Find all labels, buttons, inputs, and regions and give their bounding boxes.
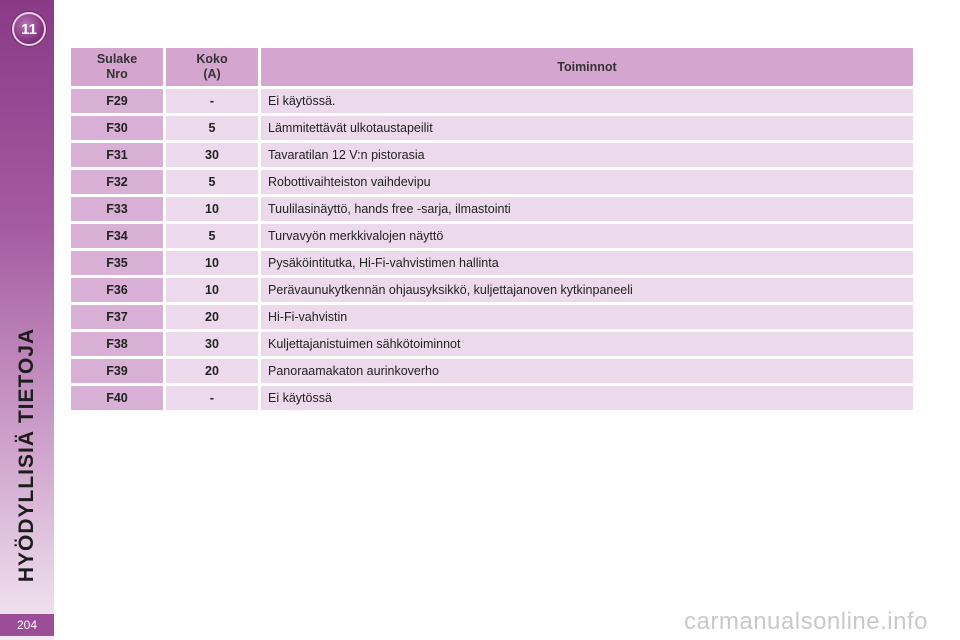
fuse-number-cell: F38 xyxy=(71,332,163,356)
fuse-number-cell: F33 xyxy=(71,197,163,221)
fuse-number-cell: F29 xyxy=(71,89,163,113)
watermark: carmanualsonline.info xyxy=(684,608,928,635)
table-header-row xyxy=(71,48,913,86)
fuse-number-cell: F37 xyxy=(71,305,163,329)
fuse-number-cell: F35 xyxy=(71,251,163,275)
fuse-rating-cell: - xyxy=(166,89,258,113)
fuse-rating-cell: 10 xyxy=(166,197,258,221)
header-koko xyxy=(166,48,258,86)
table-row xyxy=(71,386,913,410)
fuse-rating-cell: 5 xyxy=(166,224,258,248)
table-row xyxy=(71,359,913,383)
table-row xyxy=(71,332,913,356)
fuse-function-cell: Lämmitettävät ulkotaustapeilit xyxy=(261,116,913,140)
fuse-number-cell: F40 xyxy=(71,386,163,410)
header-nro-line2: Nro xyxy=(106,67,128,81)
fuse-rating-cell: 20 xyxy=(166,359,258,383)
fuse-number-cell: F31 xyxy=(71,143,163,167)
fuse-function-cell: Panoraamakaton aurinkoverho xyxy=(261,359,913,383)
table-row xyxy=(71,89,913,113)
fuse-function-cell: Kuljettajanistuimen sähkötoiminnot xyxy=(261,332,913,356)
header-koko-line2: (A) xyxy=(203,67,221,81)
fuse-function-cell: Hi-Fi-vahvistin xyxy=(261,305,913,329)
table-row xyxy=(71,116,913,140)
fuse-rating-cell: 5 xyxy=(166,116,258,140)
fuse-function-cell: Robottivaihteiston vaihdevipu xyxy=(261,170,913,194)
fuse-function-cell: Tavaratilan 12 V:n pistorasia xyxy=(261,143,913,167)
fuse-function-cell: Ei käytössä. xyxy=(261,89,913,113)
fuse-number-cell: F34 xyxy=(71,224,163,248)
fuse-rating-cell: 10 xyxy=(166,278,258,302)
header-koko-line1: Koko xyxy=(196,52,228,66)
fuse-function-cell: Perävaunukytkennän ohjausyksikkö, kuljettajanoven kytkinpaneeli xyxy=(261,278,913,302)
table-row xyxy=(71,224,913,248)
page-number: 204 xyxy=(0,614,54,636)
fuse-number-cell: F36 xyxy=(71,278,163,302)
fuse-function-cell: Turvavyön merkkivalojen näyttö xyxy=(261,224,913,248)
table-row xyxy=(71,143,913,167)
fuse-table-body xyxy=(71,89,913,410)
fuse-rating-cell: 20 xyxy=(166,305,258,329)
table-row xyxy=(71,170,913,194)
chapter-title: HYÖDYLLISIÄ TIETOJA xyxy=(15,327,38,583)
header-toiminnot: Toiminnot xyxy=(261,48,913,86)
fuse-rating-cell: 5 xyxy=(166,170,258,194)
fuse-table xyxy=(68,45,916,413)
fuse-number-cell: F39 xyxy=(71,359,163,383)
table-row xyxy=(71,197,913,221)
table-row xyxy=(71,278,913,302)
fuse-function-cell: Pysäköintitutka, Hi-Fi-vahvistimen hallinta xyxy=(261,251,913,275)
fuse-number-cell: F30 xyxy=(71,116,163,140)
table-row xyxy=(71,251,913,275)
fuse-function-cell: Tuulilasinäyttö, hands free -sarja, ilmastointi xyxy=(261,197,913,221)
chapter-number-badge: 11 xyxy=(12,12,46,46)
fuse-rating-cell: - xyxy=(166,386,258,410)
fuse-number-cell: F32 xyxy=(71,170,163,194)
fuse-function-cell: Ei käytössä xyxy=(261,386,913,410)
fuse-rating-cell: 30 xyxy=(166,143,258,167)
chapter-sidebar xyxy=(0,0,54,640)
fuse-rating-cell: 30 xyxy=(166,332,258,356)
header-nro-line1: Sulake xyxy=(96,52,138,66)
header-nro xyxy=(71,48,163,86)
fuse-rating-cell: 10 xyxy=(166,251,258,275)
table-row xyxy=(71,305,913,329)
